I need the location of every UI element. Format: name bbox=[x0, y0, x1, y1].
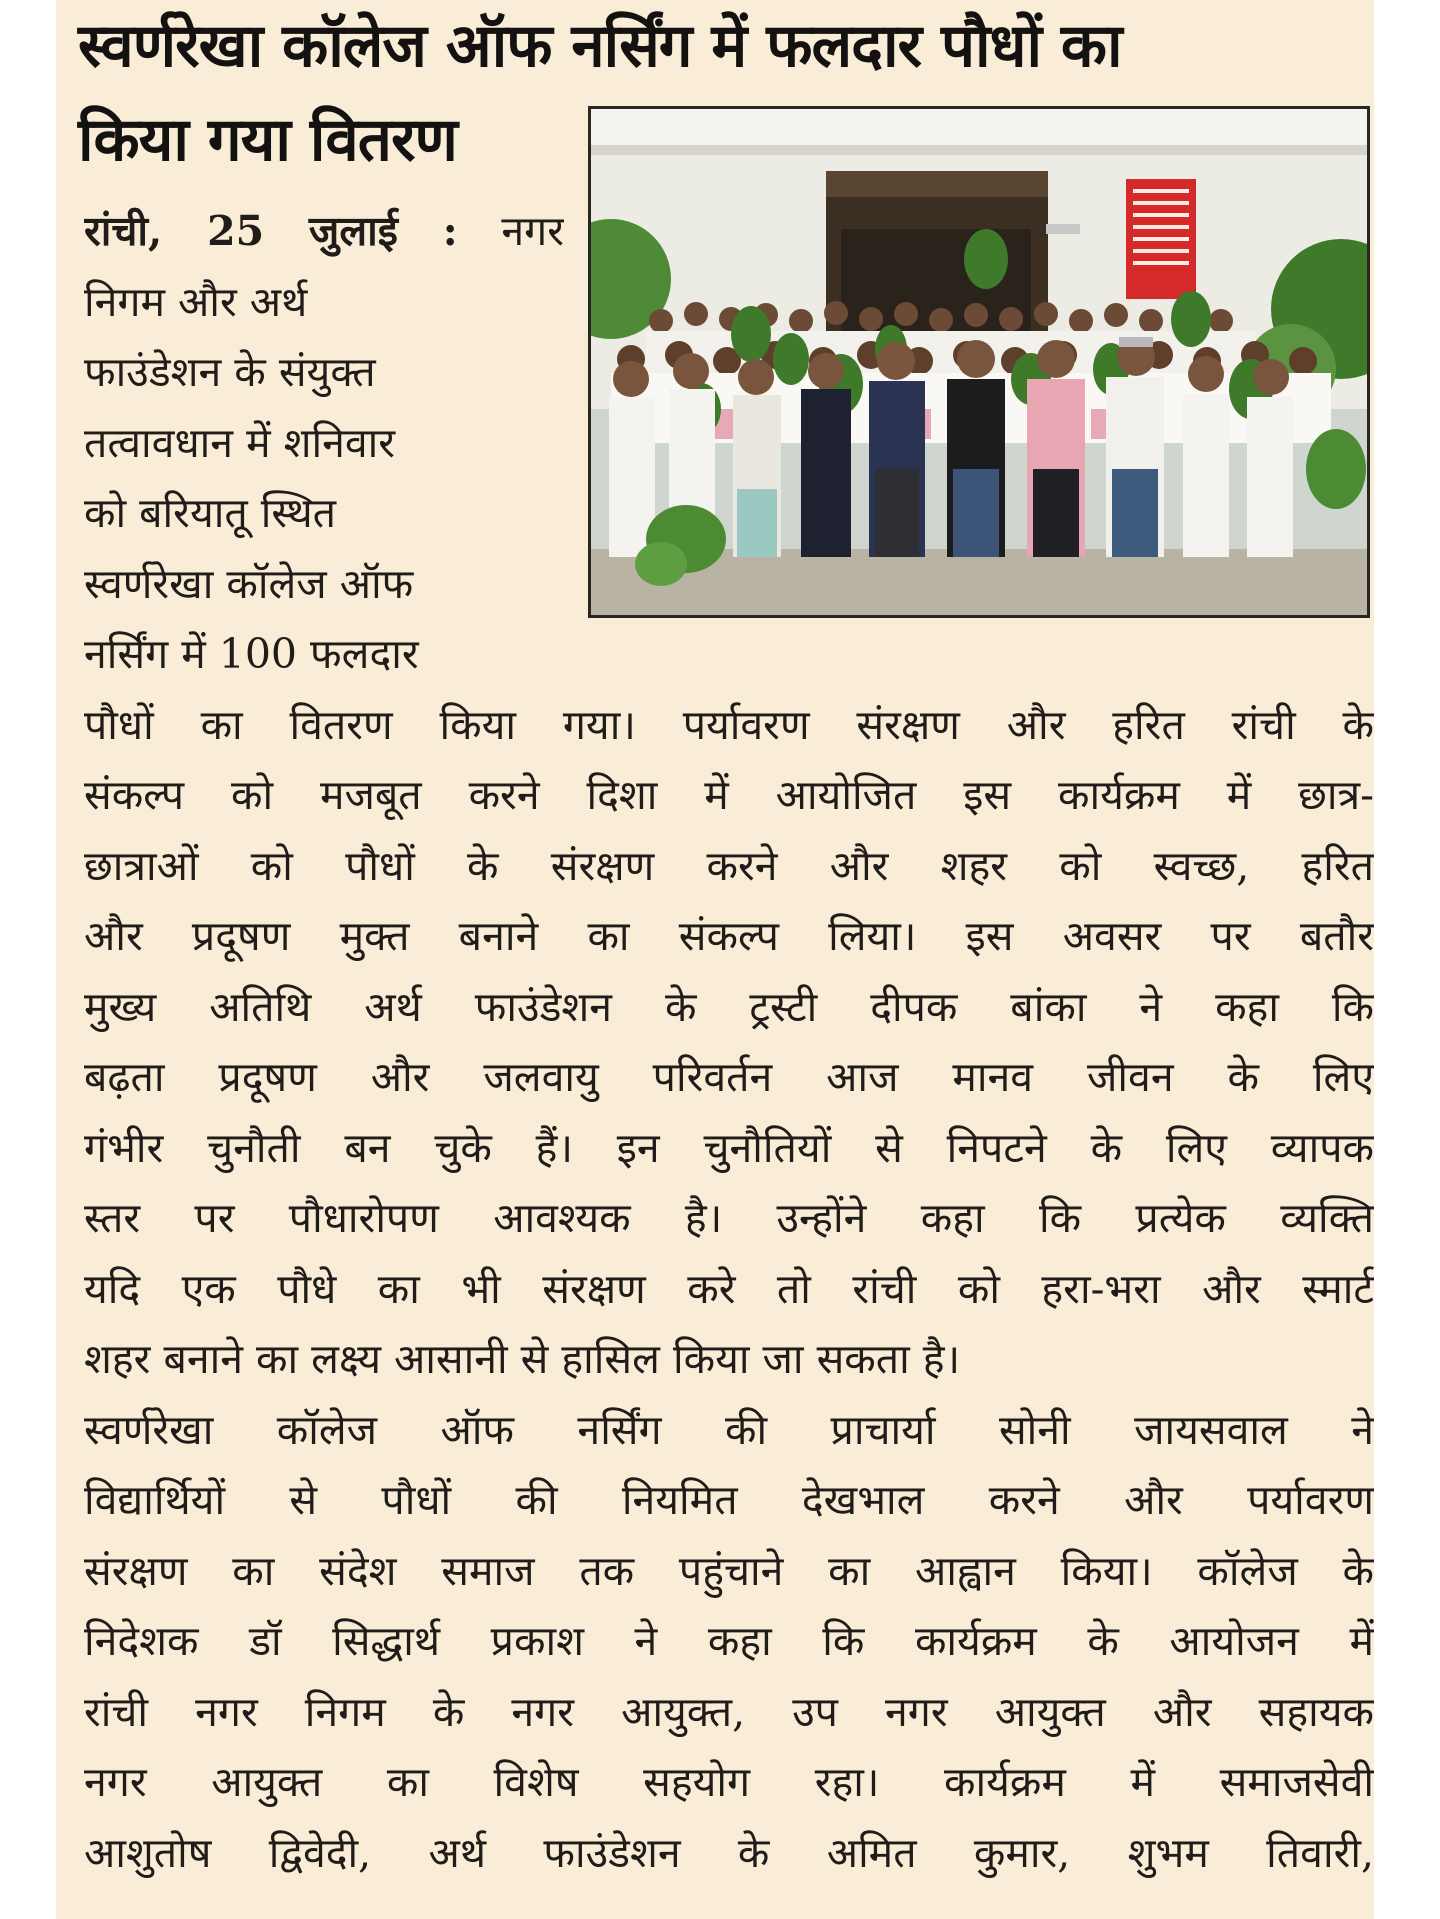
article-line: गंभीर चुनौती बन चुके हैं। इन चुनौतियों से निपटने के लिए व्यापक bbox=[84, 1123, 1374, 1172]
article-line: निगम और अर्थ bbox=[84, 277, 308, 326]
article-line: संकल्प को मजबूत करने दिशा में आयोजित इस कार्यक्रम में छात्र- bbox=[84, 771, 1374, 819]
article-line: को बरियातू स्थित bbox=[84, 489, 337, 537]
article-line: शहर बनाने का लक्ष्य आसानी से हासिल किया जा सकता है। bbox=[84, 1335, 961, 1383]
article-line: संरक्षण का संदेश समाज तक पहुंचाने का आह्वान किया। कॉलेज के bbox=[84, 1546, 1374, 1595]
article-line: स्वर्णरेखा कॉलेज ऑफ bbox=[84, 559, 414, 608]
article-line: फाउंडेशन के संयुक्त bbox=[84, 348, 376, 396]
article-body bbox=[84, 196, 1374, 1888]
headline-line-1: स्वर्णरेखा कॉलेज ऑफ नर्सिंग में फलदार पौधों का bbox=[78, 11, 1122, 81]
article-line: पौधों का वितरण किया गया। पर्यावरण संरक्षण और हरित रांची के bbox=[84, 700, 1374, 749]
article-line: मुख्य अतिथि अर्थ फाउंडेशन के ट्रस्टी दीपक बांका ने कहा कि bbox=[84, 982, 1374, 1031]
article-line: छात्राओं को पौधों के संरक्षण करने और शहर को स्वच्छ, हरित bbox=[84, 841, 1374, 890]
article-line: और प्रदूषण मुक्त बनाने का संकल्प लिया। इस अवसर पर बतौर bbox=[84, 912, 1374, 960]
newspaper-clipping bbox=[56, 0, 1374, 1919]
article-line: आशुतोष द्विवेदी, अर्थ फाउंडेशन के अमित कुमार, शुभम तिवारी, bbox=[84, 1828, 1374, 1877]
article-line: निदेशक डॉ सिद्धार्थ प्रकाश ने कहा कि कार्यक्रम के आयोजन में bbox=[84, 1617, 1374, 1665]
headline-line-2: किया गया वितरण bbox=[78, 105, 457, 175]
article-line-text: नगर bbox=[501, 207, 564, 255]
article-line bbox=[84, 196, 564, 267]
article-line: रांची नगर निगम के नगर आयुक्त, उप नगर आयुक्त और सहायक bbox=[84, 1687, 1374, 1736]
article-line: विद्यार्थियों से पौधों की नियमित देखभाल करने और पर्यावरण bbox=[84, 1476, 1374, 1524]
article-line: स्तर पर पौधारोपण आवश्यक है। उन्होंने कहा कि प्रत्येक व्यक्ति bbox=[84, 1194, 1374, 1242]
article-line: तत्वावधान में शनिवार bbox=[84, 418, 396, 467]
article-line: स्वर्णरेखा कॉलेज ऑफ नर्सिंग की प्राचार्या सोनी जायसवाल ने bbox=[84, 1405, 1374, 1454]
article-line: बढ़ता प्रदूषण और जलवायु परिवर्तन आज मानव जीवन के लिए bbox=[84, 1053, 1374, 1101]
article-line: यदि एक पौधे का भी संरक्षण करे तो रांची को हरा-भरा और स्मार्ट bbox=[84, 1264, 1374, 1313]
dateline: रांची, 25 जुलाई : bbox=[84, 207, 458, 255]
article-line: नगर आयुक्त का विशेष सहयोग रहा। कार्यक्रम में समाजसेवी bbox=[84, 1758, 1374, 1806]
article-line: नर्सिंग में 100 फलदार bbox=[84, 630, 419, 678]
